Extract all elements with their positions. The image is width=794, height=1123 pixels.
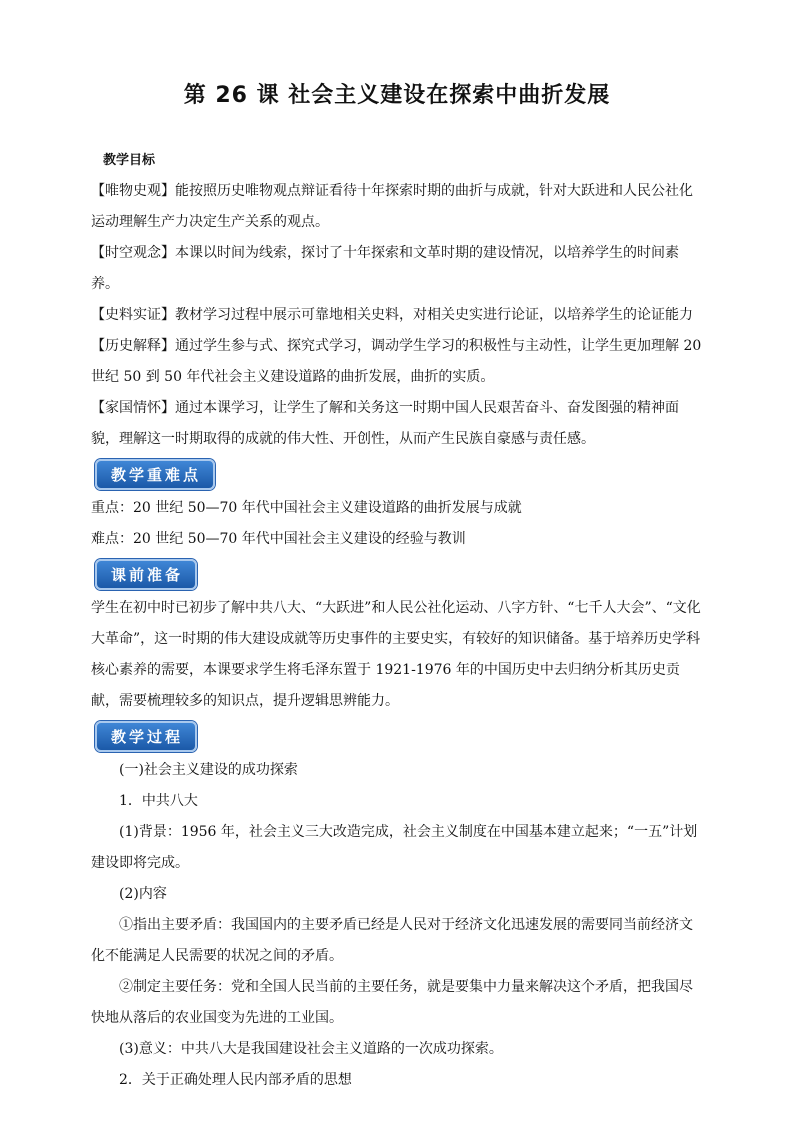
goal-label: 【家国情怀】 [91, 400, 175, 416]
goal-label: 【史料实证】 [91, 307, 175, 323]
goal-text: 通过学生参与式、探究式学习，调动学生学习的积极性与主动性，让学生更加理解 20 世纪 50 到 50 年代社会主义建设道路的曲折发展，曲折的实质。 [91, 338, 702, 385]
section-heading: (一)社会主义建设的成功探索 [119, 762, 298, 778]
goal-text: 通过本课学习，让学生了解和关务这一时期中国人民艰苦奋斗、奋发图强的精神面貌，理解这一时期取得的成就的伟大性、开创性，从而产生民族自豪感与责任感。 [91, 400, 679, 447]
page-title: 第 26 课 社会主义建设在探索中曲折发展 [183, 83, 611, 108]
goal-label: 【时空观念】 [91, 245, 175, 261]
goal-patriotism [91, 393, 702, 455]
significance-text: (3)意义：中共八大是我国建设社会主义道路的一次成功探索。 [119, 1041, 503, 1057]
item-heading: 1．中共八大 [119, 793, 198, 809]
goal-label: 【历史解释】 [91, 338, 175, 354]
item-heading: 2．关于正确处理人民内部矛盾的思想 [119, 1072, 352, 1088]
goal-label: 【唯物史观】 [91, 183, 175, 199]
preparation-text: 学生在初中时已初步了解中共八大、“大跃进”和人民公社化运动、八字方针、“七千人大会”、“文化大革命”，这一时期的伟大建设成就等历史事件的主要史实，有较好的知识储备。基于培养历史学科核心素养的需要，本课要求学生将毛泽东置于 1921-1976 年的中国历史中去归纳分析其历史贡献，需要梳理较多的知识点，提升逻辑思辨能力。 [91, 600, 701, 709]
goal-text: 本课以时间为线索，探讨了十年探索和文革时期的建设情况，以培养学生的时间素养。 [91, 245, 679, 292]
process-badge: 教学过程 [95, 721, 197, 752]
goal-evidence [91, 300, 702, 331]
goal-interpretation [91, 331, 702, 393]
background-text: (1)背景：1956 年，社会主义三大改造完成，社会主义制度在中国基本建立起来；“一五”计划建设即将完成。 [91, 824, 698, 871]
goal-text: 教材学习过程中展示可靠地相关史料，对相关史实进行论证，以培养学生的论证能力 [175, 307, 693, 323]
preparation-badge: 课前准备 [95, 559, 197, 590]
document-body [91, 150, 702, 1096]
key-points-badge: 教学重难点 [95, 459, 215, 490]
content-label: (2)内容 [119, 886, 167, 902]
goal-text: 能按照历史唯物观点辩证看待十年探索时期的曲折与成就，针对大跃进和人民公社化运动理解生产力决定生产关系的观点。 [91, 183, 693, 230]
key-difficulty: 难点：20 世纪 50—70 年代中国社会主义建设的经验与教训 [91, 531, 466, 547]
content-point-1: ①指出主要矛盾：我国国内的主要矛盾已经是人民对于经济文化迅速发展的需要同当前经济文化不能满足人民需要的状况之间的矛盾。 [91, 917, 693, 964]
goal-time-space [91, 238, 702, 300]
content-point-2: ②制定主要任务：党和全国人民当前的主要任务，就是要集中力量来解决这个矛盾，把我国尽快地从落后的农业国变为先进的工业国。 [91, 979, 693, 1026]
teaching-goals-heading: 教学目标 [103, 153, 156, 168]
goal-materialism [91, 176, 702, 238]
key-focus: 重点：20 世纪 50—70 年代中国社会主义建设道路的曲折发展与成就 [91, 500, 522, 516]
